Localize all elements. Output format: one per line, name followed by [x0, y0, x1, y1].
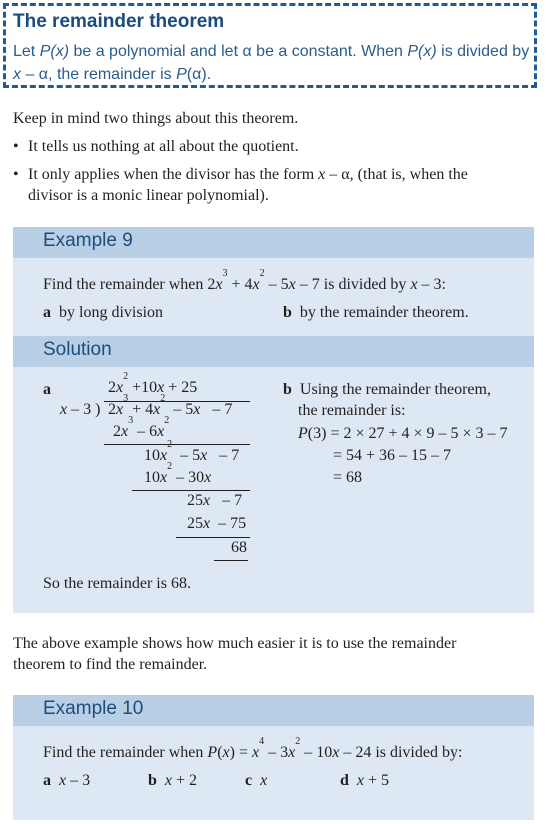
bullet-1-symbol: •: [13, 138, 19, 155]
example-10-part-c: c x: [245, 772, 268, 789]
example-9-part-b: b by the remainder theorem.: [283, 304, 469, 321]
intro-text: Keep in mind two things about this theorem.: [13, 110, 299, 127]
division-step-5: 25x – 75: [187, 515, 247, 532]
solution-b-line-4: = 54 + 36 – 15 – 7: [333, 447, 452, 464]
division-rule-1: [104, 444, 250, 445]
example-9-question: Find the remainder when $2x^3 + 4x^2 - 5x - 7$ is divided by x – 3:: [43, 268, 446, 293]
theorem-line-1: Let P(x) be a polynomial and let α be a constant. When P(x) is divided by: [13, 43, 530, 60]
division-divisor: x – 3 ): [60, 401, 101, 418]
solution-b-line-2: the remainder is:: [298, 402, 406, 419]
bullet-2-line-1: It only applies when the divisor has the form x – α, (that is, when the: [28, 166, 468, 183]
division-remainder: 68: [231, 539, 247, 556]
theorem-title: The remainder theorem: [13, 11, 225, 32]
solution-a-label: a: [43, 381, 51, 398]
division-rule-4: [214, 560, 248, 561]
example-10-part-b: b x + 2: [148, 772, 198, 789]
division-rule-3: [176, 537, 250, 538]
example-9-part-a: a by long division: [43, 304, 164, 321]
division-step-3: $10x^2 - 30x$: [144, 461, 212, 486]
example-9-conclusion: So the remainder is 68.: [43, 575, 191, 592]
bullet-2-line-2: divisor is a monic linear polynomial).: [28, 187, 269, 204]
division-step-1: $2x^3 - 6x^2$: [113, 415, 170, 440]
theorem-line-2: x – α, the remainder is P(α).: [13, 66, 212, 83]
bullet-2-symbol: •: [13, 166, 19, 183]
bullet-1-text: It tells us nothing at all about the quotient.: [28, 138, 299, 155]
between-text-1: The above example shows how much easier it is to use the remainder: [13, 635, 457, 652]
example-10-part-a: a x – 3: [43, 772, 91, 789]
between-text-2: theorem to find the remainder.: [13, 656, 208, 673]
example-9-title: Example 9: [43, 230, 133, 251]
division-quotient: $2x^2 +10x + 25$: [108, 371, 198, 396]
division-rule-2: [132, 490, 250, 491]
solution-b-line-5: = 68: [333, 469, 363, 486]
solution-title: Solution: [43, 339, 112, 360]
example-10-question: Find the remainder when $P(x) = x^4 - 3x^2 - 10x - 24$ is divided by:: [43, 736, 463, 761]
example-10-part-d: d x + 5: [340, 772, 390, 789]
solution-b-line-1: b Using the remainder theorem,: [283, 381, 491, 398]
example-10-title: Example 10: [43, 698, 144, 719]
division-step-2: $10x^2 - 5x - 7$: [144, 439, 240, 464]
division-step-4: 25x – 7: [187, 492, 243, 509]
division-dividend: $2x^3 + 4x^2 - 5x - 7$: [108, 393, 233, 418]
solution-b-line-3: P(3) = 2 × 27 + 4 × 9 – 5 × 3 – 7: [298, 425, 508, 442]
